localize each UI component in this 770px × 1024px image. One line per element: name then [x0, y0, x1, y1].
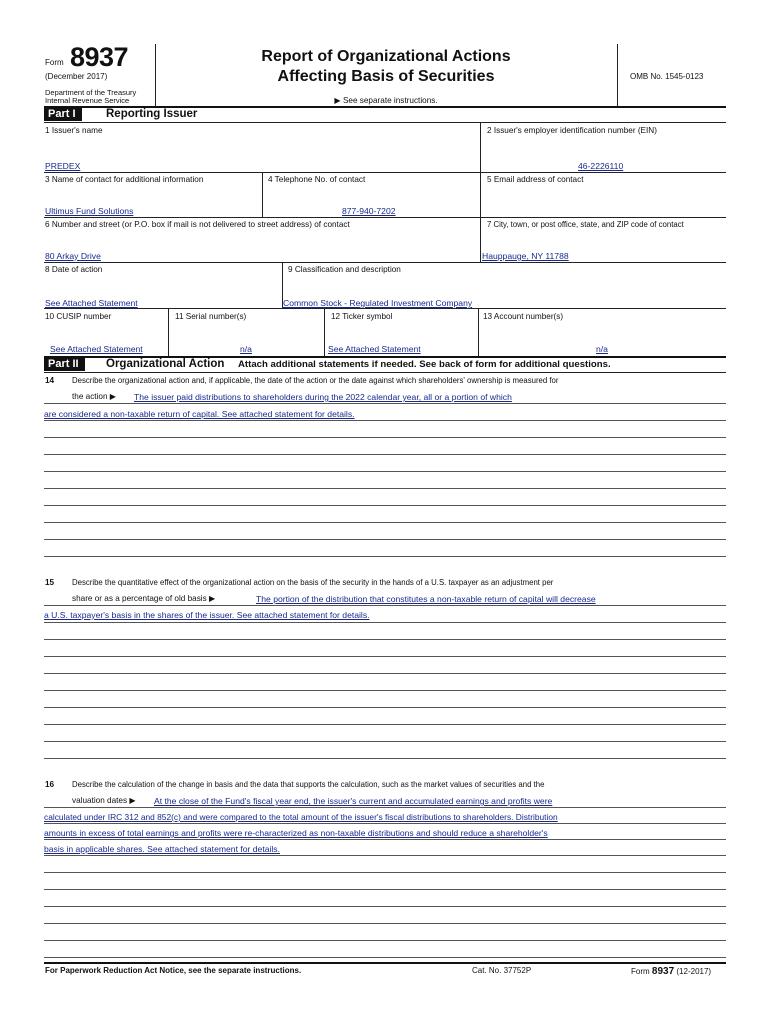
- q16-answer-2[interactable]: calculated under IRC 312 and 852(c) and were compared to the total amount of the issuer's fiscal distributions to shareholders. Distribution: [44, 812, 558, 822]
- divider: [480, 217, 481, 262]
- part-2-title: Organizational Action: [106, 358, 225, 370]
- answer-line: [44, 605, 726, 606]
- divider: [44, 217, 726, 218]
- q16-prompt-1: Describe the calculation of the change in basis and the data that supports the calculation, such as the market values of securities and the: [72, 780, 545, 789]
- contact-name-value[interactable]: Ultimus Fund Solutions: [45, 206, 134, 216]
- form-number: 8937: [70, 42, 129, 72]
- answer-line: [44, 940, 726, 941]
- divider: [44, 308, 726, 309]
- divider: [44, 962, 726, 964]
- answer-line: [44, 656, 726, 657]
- classification-label: 9 Classification and description: [288, 265, 401, 274]
- ticker-label: 12 Ticker symbol: [331, 312, 393, 321]
- answer-line: [44, 403, 726, 404]
- dept-line1: Department of the Treasury: [45, 88, 137, 97]
- footer-revision: (12-2017): [676, 967, 712, 976]
- answer-line: [44, 622, 726, 623]
- q16-prompt-2: valuation dates ▶: [72, 796, 136, 805]
- answer-line: [44, 855, 726, 856]
- form-title-2: Affecting Basis of Securities: [277, 68, 495, 85]
- city-label: 7 City, town, or post office, state, and ZIP code of contact: [487, 220, 684, 229]
- answer-line: [44, 505, 726, 506]
- divider: [480, 122, 481, 172]
- q14-prompt-1: Describe the organizational action and, if applicable, the date of the action or the date against which shareholders' ownership is measured for: [72, 376, 559, 385]
- divider: [44, 172, 726, 173]
- catalog-number: Cat. No. 37752P: [472, 966, 532, 975]
- q15-prompt-1: Describe the quantitative effect of the organizational action on the basis of the security in the hands of a U.S. taxpayer as an adjustment per: [72, 578, 554, 587]
- footer-form-number: 8937: [651, 966, 675, 977]
- answer-line: [44, 522, 726, 523]
- telephone-value[interactable]: 877-940-7202: [342, 206, 396, 216]
- divider: [324, 308, 325, 356]
- divider: [44, 372, 726, 373]
- cusip-label: 10 CUSIP number: [45, 312, 112, 321]
- serial-value[interactable]: n/a: [240, 344, 252, 354]
- q16-answer-3[interactable]: amounts in excess of total earnings and profits were re-characterized as non-taxable distributions and should reduce a shareholder's: [44, 828, 548, 838]
- answer-line: [44, 420, 726, 421]
- form-word: Form: [45, 58, 64, 67]
- answer-line: [44, 807, 726, 808]
- street-value[interactable]: 80 Arkay Drive: [45, 251, 101, 261]
- part-2-badge: Part II: [44, 358, 85, 371]
- dept-line2: Internal Revenue Service: [45, 96, 130, 105]
- divider: [44, 122, 726, 123]
- cusip-value[interactable]: See Attached Statement: [50, 344, 143, 354]
- date-of-action-value[interactable]: See Attached Statement: [45, 298, 138, 308]
- answer-line: [44, 906, 726, 907]
- answer-line: [44, 539, 726, 540]
- serial-label: 11 Serial number(s): [175, 312, 247, 321]
- paperwork-notice: For Paperwork Reduction Act Notice, see the separate instructions.: [45, 966, 302, 975]
- street-label: 6 Number and street (or P.O. box if mail is not delivered to street address) of contact: [45, 220, 350, 229]
- q15-prompt-2: share or as a percentage of old basis ▶: [72, 594, 216, 603]
- divider: [617, 44, 618, 106]
- issuer-name-value[interactable]: PREDEX: [45, 161, 81, 171]
- contact-name-label: 3 Name of contact for additional information: [45, 175, 204, 184]
- account-label: 13 Account number(s): [483, 312, 564, 321]
- divider: [168, 308, 169, 356]
- ticker-value[interactable]: See Attached Statement: [328, 344, 421, 354]
- q16-answer-1[interactable]: At the close of the Fund's fiscal year end, the issuer's current and accumulated earnings and profits were: [154, 796, 553, 806]
- divider: [478, 308, 479, 356]
- answer-line: [44, 437, 726, 438]
- q15-answer-2[interactable]: a U.S. taxpayer's basis in the shares of the issuer. See attached statement for details.: [44, 610, 370, 620]
- answer-line: [44, 923, 726, 924]
- answer-line: [44, 823, 726, 824]
- form-revision: (December 2017): [45, 72, 108, 81]
- form-title-1: Report of Organizational Actions: [261, 48, 511, 65]
- divider: [44, 262, 726, 263]
- ein-label: 2 Issuer's employer identification number (EIN): [487, 126, 657, 135]
- answer-line: [44, 454, 726, 455]
- q14-answer-2[interactable]: are considered a non-taxable return of capital. See attached statement for details.: [44, 409, 355, 419]
- q15-number: 15: [45, 578, 55, 587]
- classification-value[interactable]: Common Stock - Regulated Investment Company: [283, 298, 473, 308]
- answer-line: [44, 690, 726, 691]
- part-1-title: Reporting Issuer: [106, 108, 198, 120]
- divider: [262, 172, 263, 217]
- q16-number: 16: [45, 780, 55, 789]
- q14-prompt-2: the action ▶: [72, 392, 117, 401]
- answer-line: [44, 673, 726, 674]
- divider: [480, 172, 481, 217]
- answer-line: [44, 872, 726, 873]
- answer-line: [44, 707, 726, 708]
- q14-answer-1[interactable]: The issuer paid distributions to shareholders during the 2022 calendar year, all or a portion of which: [134, 392, 512, 402]
- answer-line: [44, 556, 726, 557]
- answer-line: [44, 957, 726, 958]
- city-value[interactable]: Hauppauge, NY 11788: [482, 251, 569, 261]
- q15-answer-1[interactable]: The portion of the distribution that constitutes a non-taxable return of capital will decrease: [256, 594, 596, 604]
- answer-line: [44, 758, 726, 759]
- answer-line: [44, 639, 726, 640]
- answer-line: [44, 471, 726, 472]
- answer-line: [44, 889, 726, 890]
- part-1-badge: Part I: [44, 108, 82, 121]
- answer-line: [44, 488, 726, 489]
- date-of-action-label: 8 Date of action: [45, 265, 103, 274]
- q14-number: 14: [45, 376, 55, 385]
- answer-line: [44, 741, 726, 742]
- see-instructions: ▶ See separate instructions.: [334, 96, 438, 105]
- omb-number: OMB No. 1545-0123: [630, 72, 704, 81]
- q16-answer-4[interactable]: basis in applicable shares. See attached statement for details.: [44, 844, 280, 854]
- footer-form-word: Form: [631, 967, 650, 976]
- email-label: 5 Email address of contact: [487, 175, 584, 184]
- telephone-label: 4 Telephone No. of contact: [268, 175, 366, 184]
- ein-value[interactable]: 46-2226110: [578, 161, 624, 171]
- account-value[interactable]: n/a: [596, 344, 608, 354]
- footer-form-id: [631, 966, 711, 977]
- answer-line: [44, 724, 726, 725]
- answer-line: [44, 839, 726, 840]
- part-2-subtitle: Attach additional statements if needed. See back of form for additional questions.: [238, 359, 611, 370]
- issuer-name-label: 1 Issuer's name: [45, 126, 103, 135]
